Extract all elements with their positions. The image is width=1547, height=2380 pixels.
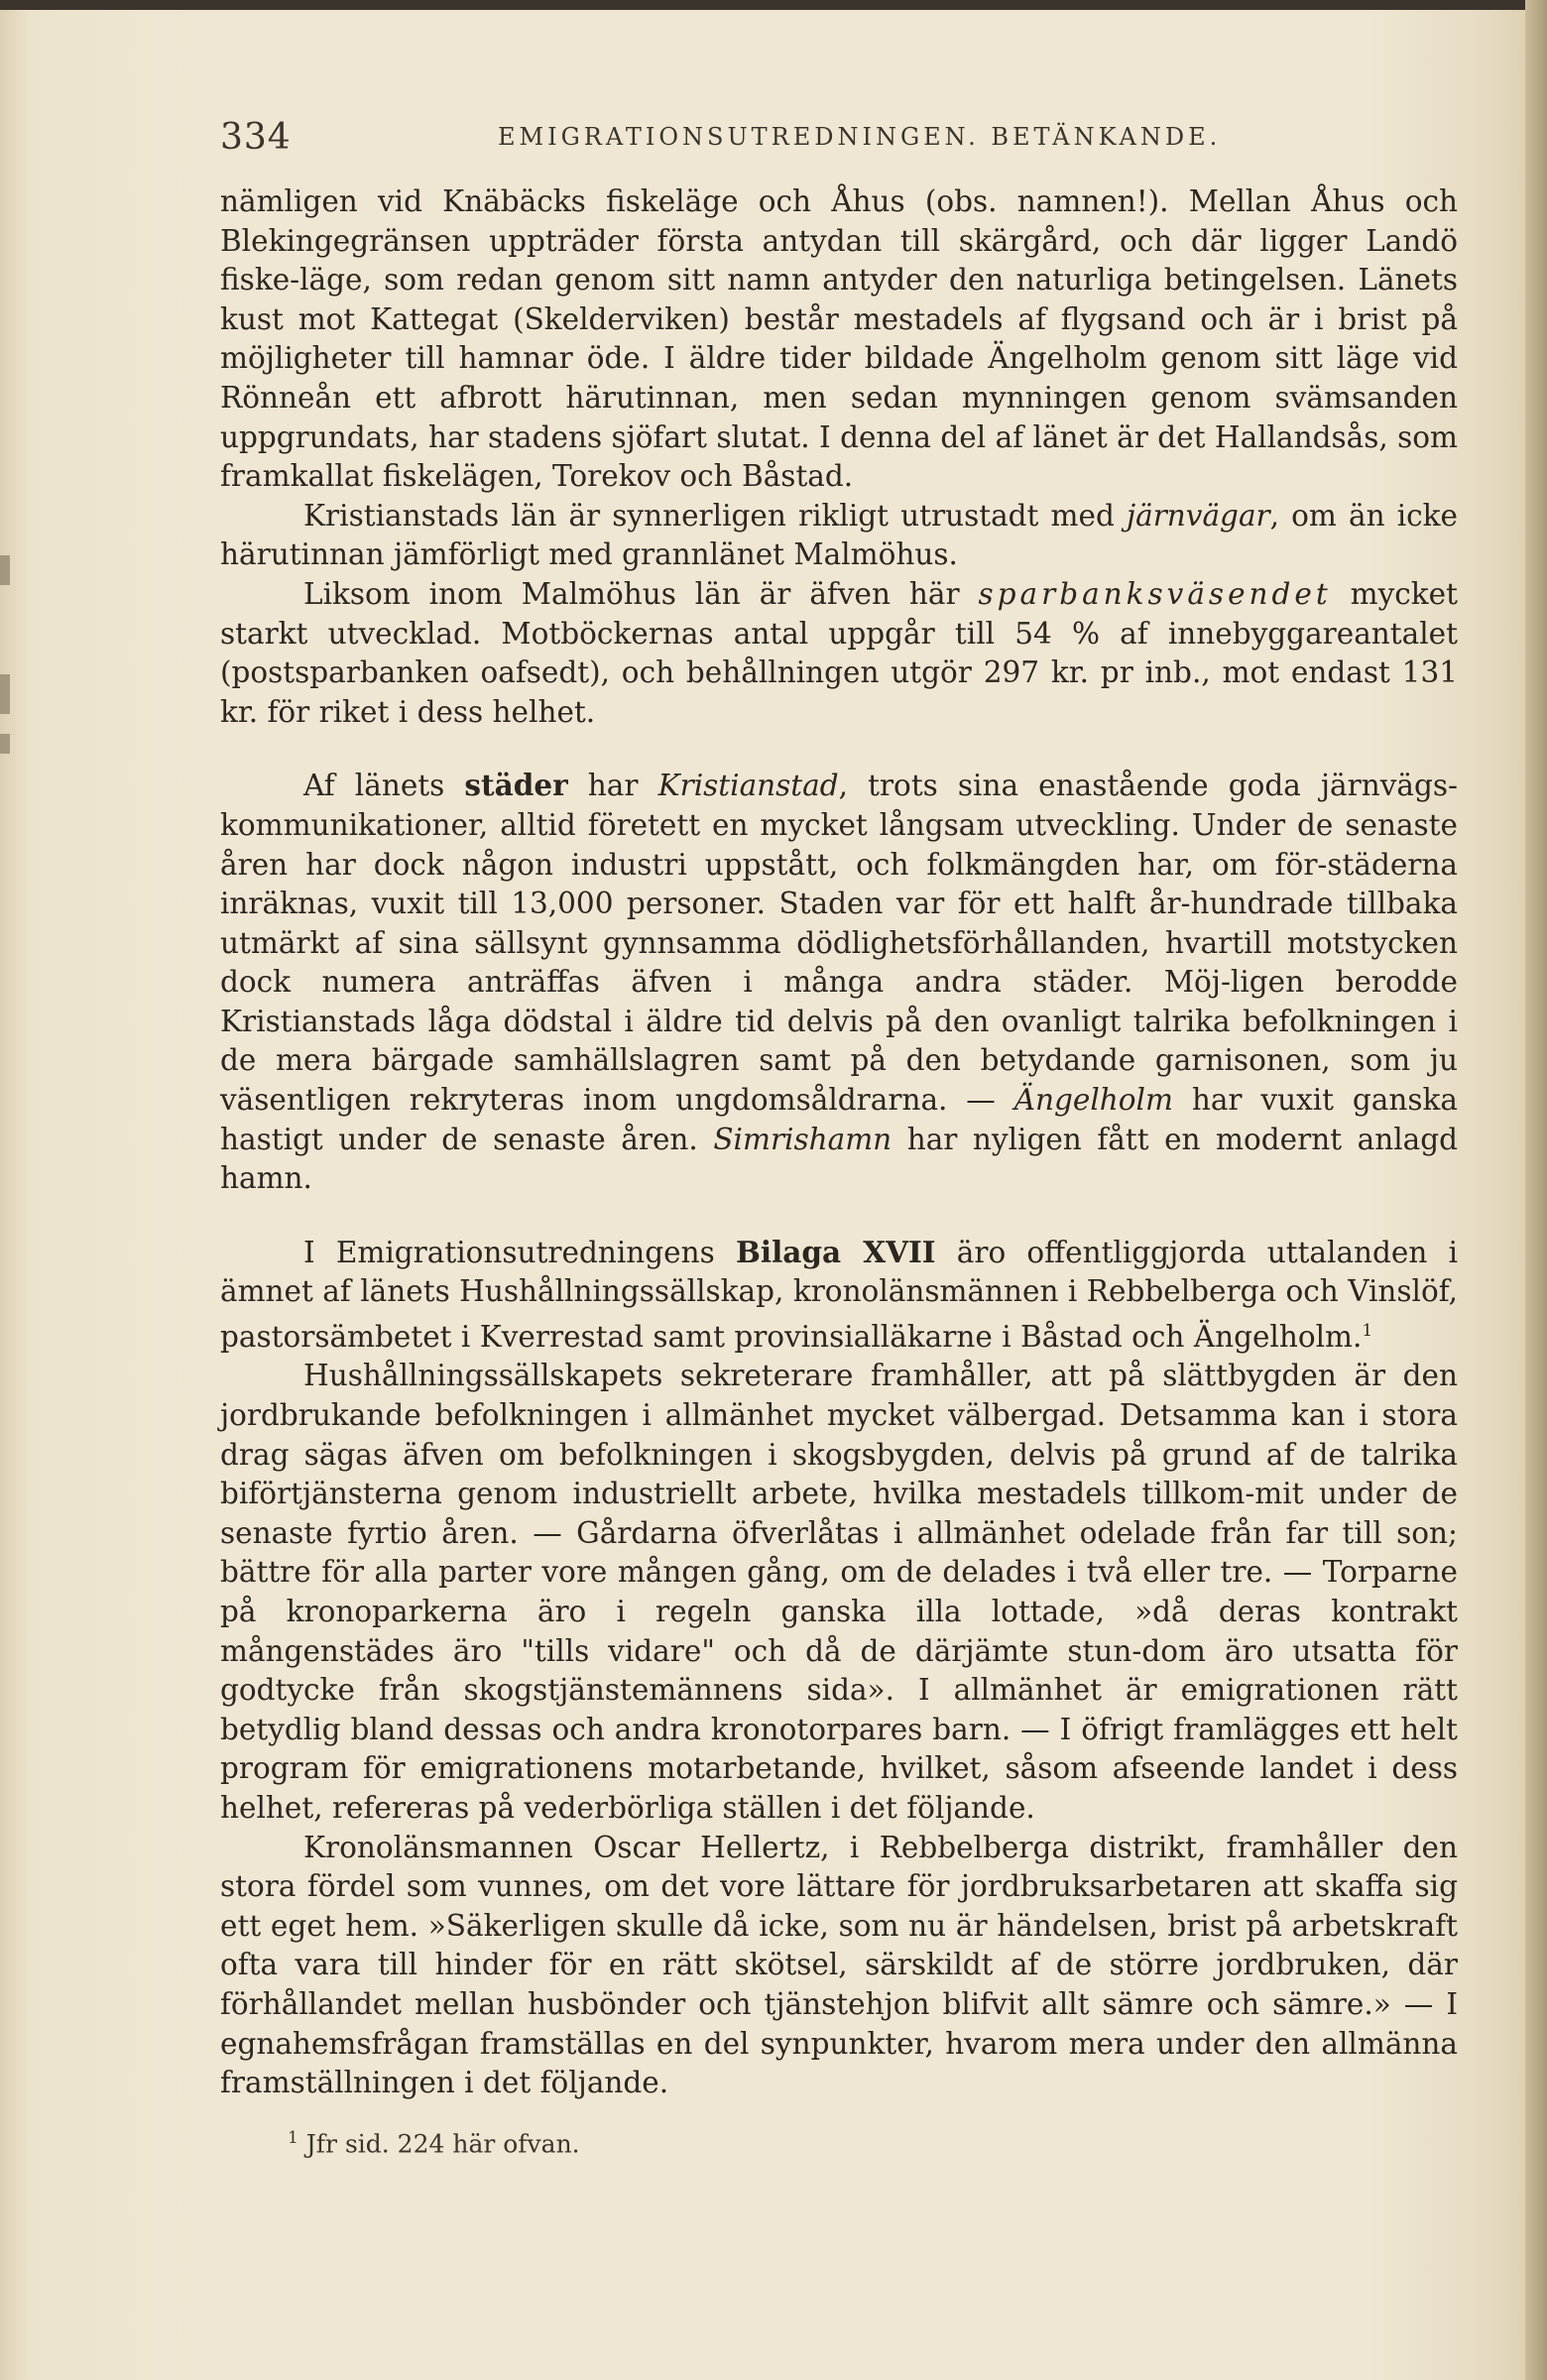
footnote (220, 2121, 1458, 2161)
paragraph (220, 497, 1458, 575)
bold-term: städer (464, 768, 568, 803)
paragraph (220, 1357, 1458, 1828)
text-run: , om än icke härutinnan jämförligt med grannlänet Malmöhus. (220, 498, 1459, 572)
paragraph (220, 182, 1458, 497)
italic-term: Ängelholm (1013, 1083, 1173, 1118)
text-run: äro offentliggjorda uttalanden i ämnet af länets Hushållningssällskap, kronolänsmännen i Rebbelberga och Vinslöf, pastorsämbetet i Kverrestad samt provinsialläkarne i Båstad och Ängelholm. (220, 1235, 1459, 1354)
page-number: 334 (220, 117, 292, 158)
spaced-term: sparbanksväsendet (978, 576, 1332, 611)
bold-term: Bilaga XVII (735, 1234, 936, 1269)
top-edge (0, 0, 1547, 10)
paragraph (220, 1829, 1458, 2103)
text-run: Kristianstads län är synnerligen rikligt utrustadt med (303, 498, 1127, 533)
footnote-ref: 1 (1362, 1321, 1373, 1342)
text-run: Af länets (303, 769, 465, 803)
paragraph (220, 575, 1458, 732)
section-gap (220, 1199, 1458, 1233)
binding-mark (0, 555, 10, 585)
binding-mark (0, 674, 10, 714)
paragraph (220, 766, 1458, 1199)
page-edge (1525, 0, 1547, 2380)
text-run: Liksom inom Malmöhus län är äfven här (303, 576, 979, 611)
page-header (220, 111, 1458, 163)
text-run: har nyligen fått en modernt anlagd hamn. (220, 1122, 1458, 1196)
text-run: har (567, 769, 658, 803)
page-content (220, 111, 1458, 2161)
text-run: Hushållningssällskapets sekreterare framhåller, att på slättbygden är den jordbrukande befolkningen i allmänhet mycket välbergad. Detsamma kan i stora drag sägas äfven om befolkningen i skogsbygden, delvis på grund af de talrika biförtjänsterna genom industriellt arbete, hvilka mestadels tillkom-mit under de senaste fyrtio åren. — Gårdarna öfverlåtas i allmänhet odelade från far till son; bättre för alla parter vore mången gång, om de delades i två eller tre. — Torparne på kronoparkerna äro i regeln ganska illa lottade, »då deras kontrakt mångenstädes äro "tills vidare" och då de därjämte stun-dom äro utsatta för godtycke från skogstjänstemännens sida». I allmänhet är emigrationen rätt betydlig bland dessas och andra kronotorpares barn. — I öfrigt framlägges ett helt program för emigrationens motarbetande, hvilket, såsom afseende landet i dess helhet, refereras på vederbörliga ställen i det följande. (220, 1359, 1458, 1825)
footnote-text: Jfr sid. 224 här ofvan. (305, 2129, 580, 2159)
text-run: mycket starkt utvecklad. Motböckernas antal uppgår till 54 % af innebyggareantalet (postsparbanken oafsedt), och behållningen utgör 297 kr. pr inb., mot endast 131 kr. för riket i dess helhet. (220, 576, 1458, 729)
italic-term: järnvägar (1126, 498, 1270, 533)
running-title: EMIGRATIONSUTREDNINGEN. BETÄNKANDE. (498, 123, 1222, 151)
text-run: nämligen vid Knäbäcks fiskeläge och Åhus (obs. namnen!). Mellan Åhus och Blekingegränsen uppträder första antydan till skärgård, och där ligger Landö fiske-läge, som redan genom sitt namn antyder den naturliga betingelsen. Länets kust mot Kattegat (Skelderviken) består mestadels af flygsand och är i brist på möjligheter till hamnar öde. I äldre tider bildade Ängelholm genom sitt läge vid Rönneån ett afbrott härutinnan, men sedan mynningen genom svämsanden uppgrundats, har stadens sjöfart slutat. I denna del af länet är det Hallandsås, som framkallat fiskelägen, Torekov och Båstad. (220, 184, 1458, 494)
paragraph (220, 1233, 1458, 1358)
italic-term: Kristianstad (657, 769, 839, 803)
text-run: I Emigrationsutredningens (303, 1235, 736, 1269)
text-run: , trots sina enastående goda järnvägs-kommunikationer, alltid företett en mycket långsam utveckling. Under de senaste åren har dock någon industri uppstått, och folkmängden har, om för-städerna inräknas, vuxit till 13,000 personer. Staden var för ett halft år-hundrade tillbaka utmärkt af sina sällsynt gynnsamma dödlighetsförhållanden, hvartill motstycken dock numera anträffas äfven i många andra städer. Möj-ligen berodde Kristianstads låga dödstal i äldre tid delvis på den ovanligt talrika befolkningen i de mera bärgade samhällslagren samt på den betydande garnisonen, som ju väsentligen rekryteras inom ungdomsåldrarna. — (220, 769, 1458, 1118)
footnote-mark: 1 (288, 2127, 298, 2148)
binding-mark (0, 734, 10, 754)
text-run: Kronolänsmannen Oscar Hellertz, i Rebbelberga distrikt, framhåller den stora fördel som vunnes, om det vore lättare för jordbruksarbetaren att skaffa sig ett eget hem. »Säkerligen skulle då icke, som nu är händelsen, brist på arbetskraft ofta vara till hinder för en rätt skötsel, särskildt af de större jordbruken, där förhållandet mellan husbönder och tjänstehjon blifvit allt sämre och sämre.» — I egnahemsfrågan framställas en del synpunkter, hvarom mera under den allmänna framställningen i det följande. (220, 1830, 1458, 2100)
text-run: har vuxit ganska hastigt under de senaste åren. (220, 1083, 1458, 1156)
italic-term: Simrishamn (713, 1122, 892, 1156)
section-gap (220, 732, 1458, 766)
